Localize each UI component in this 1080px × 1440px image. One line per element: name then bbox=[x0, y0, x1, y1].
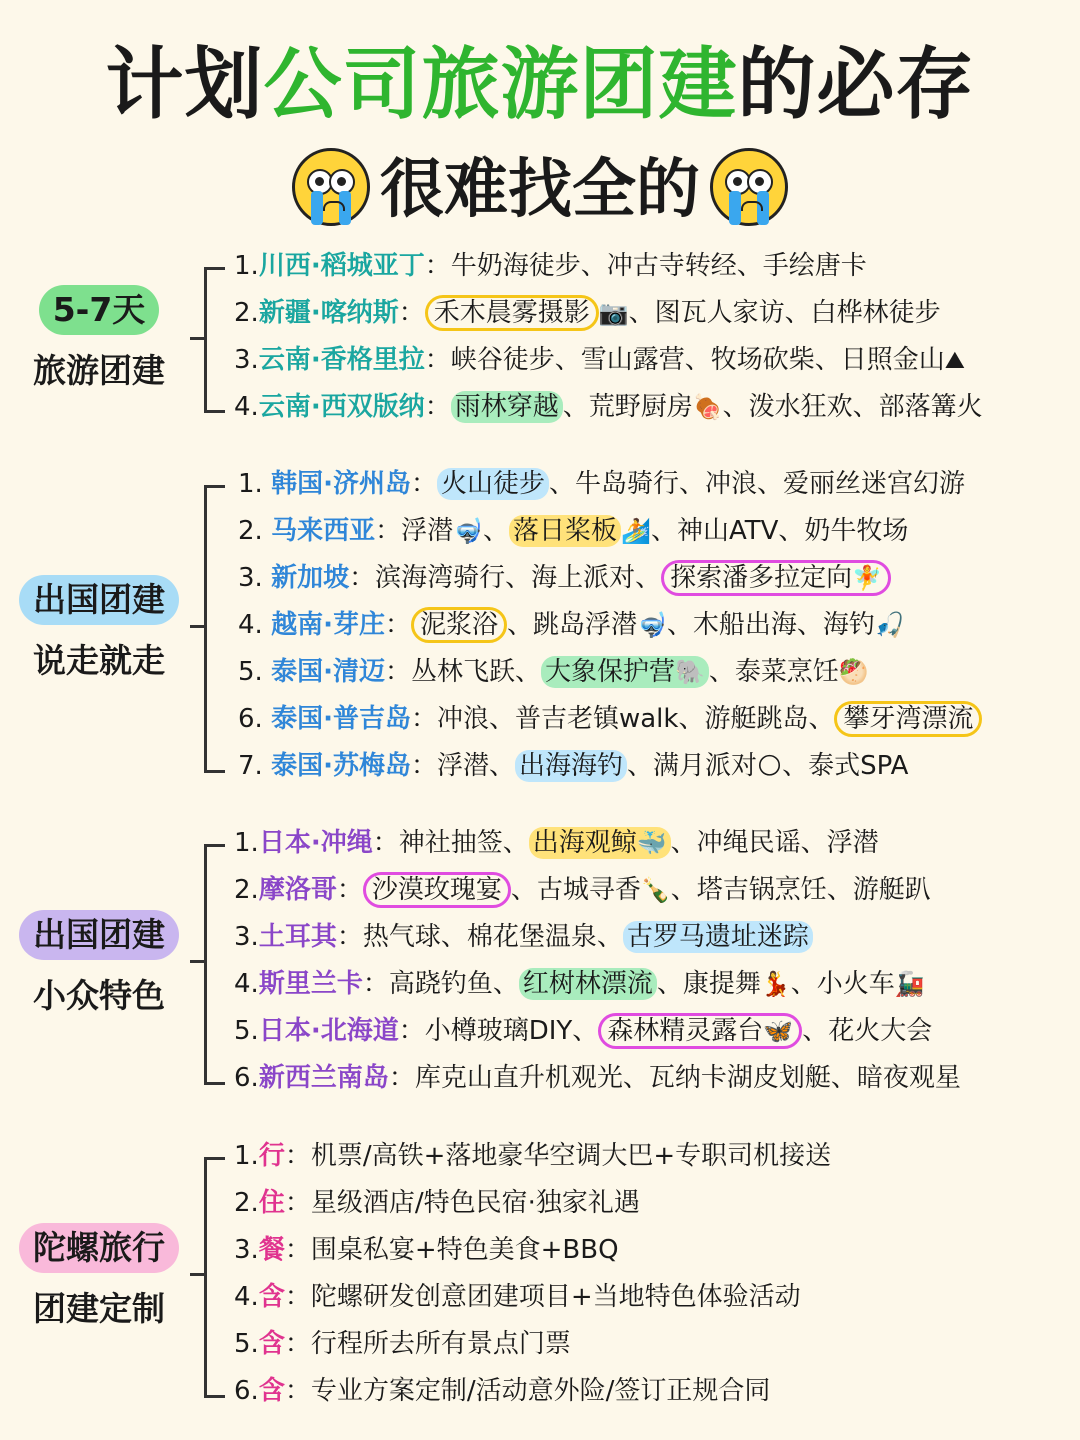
bracket-tick bbox=[190, 960, 206, 963]
title-part-1: 计划 bbox=[105, 40, 264, 130]
highlight-marker: 大象保护营🐘 bbox=[541, 656, 709, 688]
section-badge: 出国团建 bbox=[19, 575, 179, 625]
list-item: 4.含：陀螺研发创意团建项目+当地特色体验活动 bbox=[234, 1282, 801, 1312]
highlight-marker: 出海观鲸🐳 bbox=[529, 827, 671, 859]
surfer-icon: 🏄 bbox=[621, 517, 651, 545]
bracket bbox=[204, 485, 225, 773]
highlight-marker: 红树林漂流 bbox=[519, 968, 657, 1000]
highlight-marker: 古罗马遗址迷踪 bbox=[623, 921, 813, 953]
title-part-2: 的必存 bbox=[737, 40, 975, 130]
section-subtitle: 小众特色 bbox=[33, 976, 165, 1015]
full-moon-icon: 🌕 bbox=[757, 752, 783, 780]
whale-icon: 🐳 bbox=[636, 829, 667, 857]
list-item: 3. 新加坡：滨海湾骑行、海上派对、 探索潘多拉定向🧚 bbox=[238, 555, 982, 602]
fishing-icon: 🎣 bbox=[874, 611, 905, 639]
mountain-icon: ⛰ bbox=[944, 346, 965, 374]
bracket-tick bbox=[190, 1273, 206, 1276]
list-item: 1.行：机票/高铁+落地豪华空调大巴+专职司机接送 bbox=[234, 1141, 832, 1171]
highlight-marker: 火山徒步 bbox=[437, 468, 549, 500]
highlight-ring: 禾木晨雾摄影 bbox=[425, 295, 599, 331]
bracket bbox=[204, 1157, 225, 1398]
bracket-tick bbox=[190, 337, 206, 340]
list-item: 2. 马来西亚：浮潜🤿、 落日桨板 🏄、神山ATV、奶牛牧场 bbox=[238, 508, 982, 555]
list-item: 5. 泰国·清迈：丛林飞跃、 大象保护营🐘 、泰菜烹饪🥙 bbox=[238, 649, 982, 696]
section-subtitle: 说走就走 bbox=[33, 641, 165, 680]
dancer-icon: 💃 bbox=[760, 970, 791, 998]
list-item: 3.餐：围桌私宴+特色美食+BBQ bbox=[234, 1235, 619, 1265]
page-title bbox=[0, 22, 1080, 134]
list-item: 2.住：星级酒店/特色民宿·独家礼遇 bbox=[234, 1188, 640, 1218]
bracket bbox=[204, 267, 225, 413]
item-list bbox=[234, 243, 983, 431]
list-item: 6.新西兰南岛：库克山直升机观光、瓦纳卡湖皮划艇、暗夜观星 bbox=[234, 1063, 961, 1093]
highlight-ring: 攀牙湾漂流 bbox=[834, 701, 982, 737]
section-label bbox=[18, 910, 180, 1017]
list-item: 4.斯里兰卡：高跷钓鱼、 红树林漂流 、康提舞💃、小火车🚂 bbox=[234, 961, 961, 1008]
fairy-icon: 🧚 bbox=[852, 564, 883, 592]
list-item: 4. 越南·芽庄： 泥浆浴 、跳岛浮潜🤿、木船出海、海钓🎣 bbox=[238, 602, 982, 649]
section-badge: 陀螺旅行 bbox=[19, 1223, 179, 1273]
section-badge: 5-7天 bbox=[39, 285, 160, 335]
camera-icon: 📷 bbox=[598, 299, 629, 327]
highlight-marker: 雨林穿越 bbox=[451, 391, 563, 423]
highlight-marker: 出海海钓 bbox=[515, 750, 627, 782]
bottle-icon: 🍾 bbox=[640, 876, 671, 904]
section-label bbox=[18, 1223, 180, 1330]
item-list bbox=[234, 1133, 831, 1415]
elephant-icon: 🐘 bbox=[675, 658, 705, 686]
list-item: 1.川西·稻城亚丁：牛奶海徒步、冲古寺转经、手绘唐卡 bbox=[234, 251, 867, 281]
diving-mask-icon: 🤿 bbox=[637, 611, 667, 639]
list-item: 7. 泰国·苏梅岛：浮潜、 出海海钓 、满月派对🌕、泰式SPA bbox=[238, 743, 982, 790]
list-item: 2.新疆·喀纳斯： 禾木晨雾摄影 📷、图瓦人家访、白桦林徒步 bbox=[234, 290, 983, 337]
highlight-marker: 落日桨板 bbox=[509, 515, 621, 547]
bracket-tick bbox=[190, 625, 206, 628]
highlight-ring: 探索潘多拉定向🧚 bbox=[661, 560, 891, 596]
list-item: 5.含：行程所去所有景点门票 bbox=[234, 1329, 571, 1359]
crying-face-icon bbox=[292, 148, 370, 226]
bracket bbox=[204, 844, 225, 1085]
list-item: 4.云南·西双版纳： 雨林穿越 、荒野厨房🍖、泼水狂欢、部落篝火 bbox=[234, 384, 983, 431]
subtitle bbox=[0, 138, 1080, 232]
section-label bbox=[18, 575, 180, 682]
highlight-ring: 泥浆浴 bbox=[411, 607, 507, 643]
diving-mask-icon: 🤿 bbox=[453, 517, 484, 545]
section-label bbox=[18, 285, 180, 392]
title-highlight: 公司旅游团建 bbox=[263, 40, 738, 130]
meat-icon: 🍖 bbox=[692, 393, 723, 421]
list-item: 3.土耳其：热气球、棉花堡温泉、 古罗马遗址迷踪 bbox=[234, 914, 961, 961]
list-item: 6. 泰国·普吉岛：冲浪、普吉老镇walk、游艇跳岛、 攀牙湾漂流 bbox=[238, 696, 982, 743]
item-list bbox=[234, 820, 961, 1102]
item-list bbox=[238, 461, 982, 790]
list-item: 5.日本·北海道：小樽玻璃DIY、 森林精灵露台🦋 、花火大会 bbox=[234, 1008, 961, 1055]
train-icon: 🚂 bbox=[894, 970, 925, 998]
section-subtitle: 旅游团建 bbox=[33, 351, 165, 390]
section-subtitle: 团建定制 bbox=[33, 1289, 165, 1328]
highlight-ring: 沙漠玫瑰宴 bbox=[363, 872, 511, 908]
list-item: 1. 韩国·济州岛： 火山徒步 、牛岛骑行、冲浪、爱丽丝迷宫幻游 bbox=[238, 469, 966, 499]
crying-face-icon bbox=[710, 148, 788, 226]
highlight-ring: 森林精灵露台🦋 bbox=[598, 1013, 802, 1049]
section-badge: 出国团建 bbox=[19, 910, 179, 960]
subtitle-text: 很难找全的 bbox=[380, 153, 700, 227]
butterfly-icon: 🦋 bbox=[763, 1017, 794, 1045]
list-item: 6.含：专业方案定制/活动意外险/签订正规合同 bbox=[234, 1376, 771, 1406]
list-item: 3.云南·香格里拉：峡谷徒步、雪山露营、牧场砍柴、日照金山⛰ bbox=[234, 337, 983, 384]
wrap-food-icon: 🥙 bbox=[838, 658, 869, 686]
list-item: 1.日本·冲绳：神社抽签、 出海观鲸🐳 、冲绳民谣、浮潜 bbox=[234, 820, 961, 867]
list-item: 2.摩洛哥： 沙漠玫瑰宴 、古城寻香🍾、塔吉锅烹饪、游艇趴 bbox=[234, 867, 961, 914]
